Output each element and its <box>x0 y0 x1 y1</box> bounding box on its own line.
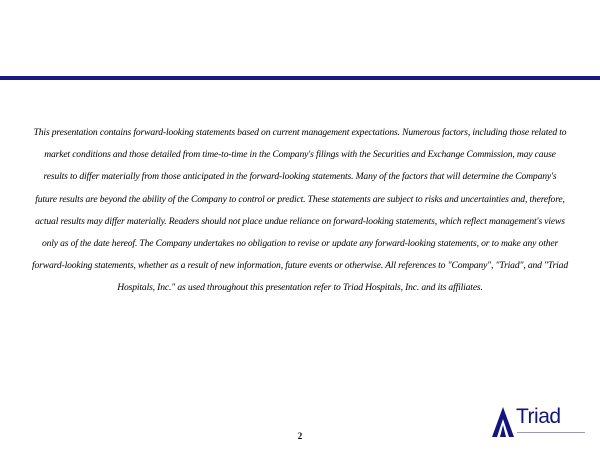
forward-looking-disclaimer: This presentation contains forward-looking statements based on current management expectations. Numerous factors, including those related to market conditions and those detailed from time-to-time in the Company's filings with the Securities and Exchange Commission, may cause results to differ materially from those anticipated in the forward-looking statements. Many of the factors that will determine the Company's future results are beyond the ability of the Company to control or predict. These statements are subject to risks and uncertainties and, therefore, actual results may differ materially. Readers should not place undue reliance on forward-looking statements, which reflect management's views only as of the date hereof. The Company undertakes no obligation to revise or update any forward-looking statements, or to make any other forward-looking statements, whether as a result of new information, future events or otherwise. All references to "Company", "Triad", and "Triad Hospitals, Inc." as used throughout this presentation refer to Triad Hospitals, Inc. and its affiliates. <box>32 127 568 294</box>
top-rule <box>0 76 600 80</box>
logo-tagline-mark <box>517 431 585 434</box>
page-number: 2 <box>297 431 303 441</box>
triangle-logo-icon <box>490 405 516 439</box>
triad-logo <box>490 405 586 441</box>
logo-wordmark: Triad <box>516 405 561 428</box>
